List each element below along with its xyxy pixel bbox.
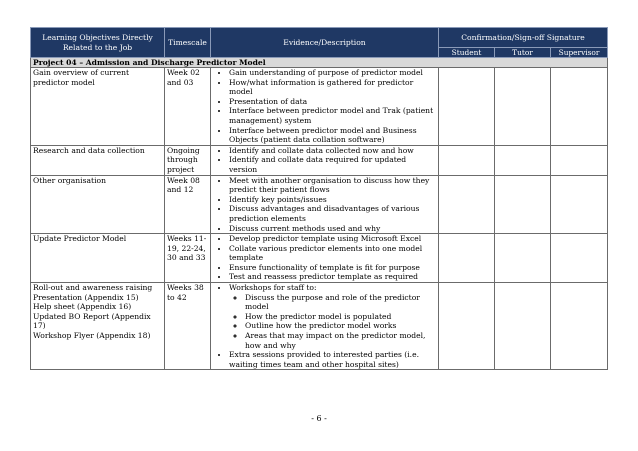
objective-line: Presentation (Appendix 15) xyxy=(33,292,139,302)
timescale-cell: Weeks 38 to 42 xyxy=(165,283,211,370)
student-signature-cell xyxy=(439,175,495,234)
student-signature-cell xyxy=(439,145,495,175)
header-timescale: Timescale xyxy=(165,28,211,58)
evidence-sub-bullet: ◦ Discuss the purpose and role of the predictor model xyxy=(245,293,436,312)
header-supervisor: Supervisor xyxy=(551,48,608,58)
supervisor-signature-cell xyxy=(551,145,608,175)
evidence-bullet: • How/what information is gathered for predictor model xyxy=(229,78,436,97)
tutor-signature-cell xyxy=(495,283,551,370)
objective-line: Updated BO Report (Appendix 17) xyxy=(33,311,151,331)
evidence-cell xyxy=(211,175,439,234)
timescale-cell: Weeks 11-19, 22-24, 30 and 33 xyxy=(165,234,211,283)
header-objectives: Learning Objectives Directly Related to the Job xyxy=(31,28,165,58)
evidence-bullet: • Discuss current methods used and why xyxy=(229,224,436,234)
evidence-bullet: • Presentation of data xyxy=(229,97,436,107)
evidence-bullet: • Identify key points/issues xyxy=(229,195,436,205)
evidence-bullet: • Extra sessions provided to interested parties (i.e. waiting times team and other hospital sites) xyxy=(229,350,436,369)
timescale-cell: Week 02 and 03 xyxy=(165,68,211,146)
supervisor-signature-cell xyxy=(551,234,608,283)
evidence-cell xyxy=(211,68,439,146)
supervisor-signature-cell xyxy=(551,175,608,234)
evidence-bullet: • Develop predictor template using Microsoft Excel xyxy=(229,234,436,244)
evidence-cell xyxy=(211,283,439,370)
tutor-signature-cell xyxy=(495,175,551,234)
supervisor-signature-cell xyxy=(551,68,608,146)
evidence-bullet: • Interface between predictor model and Business Objects (patient data collation software) xyxy=(229,126,436,145)
student-signature-cell xyxy=(439,283,495,370)
objective-line: Roll-out and awareness raising xyxy=(33,283,153,293)
evidence-bullet: • Meet with another organisation to discuss how they predict their patient flows xyxy=(229,176,436,195)
evidence-sub-bullet: ◦ How the predictor model is populated xyxy=(245,312,436,322)
project-title: Project 04 – Admission and Discharge Predictor Model xyxy=(31,58,608,68)
timescale-cell: Week 08 and 12 xyxy=(165,175,211,234)
evidence-bullet: • Ensure functionality of template is fit for purpose xyxy=(229,263,436,273)
student-signature-cell xyxy=(439,68,495,146)
objective-line: Help sheet (Appendix 16) xyxy=(33,302,132,312)
objective-cell: Research and data collection xyxy=(31,145,165,175)
objective-cell xyxy=(31,283,165,370)
header-student: Student xyxy=(439,48,495,58)
tutor-signature-cell xyxy=(495,234,551,283)
page-number: - 6 - xyxy=(311,414,327,423)
student-signature-cell xyxy=(439,234,495,283)
objective-line: Workshop Flyer (Appendix 18) xyxy=(33,331,151,341)
objective-cell: Update Predictor Model xyxy=(31,234,165,283)
evidence-bullet: • Interface between predictor model and Trak (patient management) system xyxy=(229,106,436,125)
tutor-signature-cell xyxy=(495,145,551,175)
header-evidence: Evidence/Description xyxy=(211,28,439,58)
evidence-bullet: • Identify and collate data collected now and how xyxy=(229,146,436,156)
evidence-bullet: • Collate various predictor elements into one model template xyxy=(229,244,436,263)
evidence-cell xyxy=(211,234,439,283)
evidence-bullet: • Test and reassess predictor template as required xyxy=(229,272,436,282)
evidence-bullet xyxy=(229,283,436,350)
table-row xyxy=(31,145,608,175)
evidence-sub-bullet: ◦ Outline how the predictor model works xyxy=(245,321,436,331)
header-tutor: Tutor xyxy=(495,48,551,58)
learning-objectives-table xyxy=(30,27,608,370)
table-row xyxy=(31,283,608,370)
table-row xyxy=(31,175,608,234)
evidence-bullet: • Discuss advantages and disadvantages of various prediction elements xyxy=(229,204,436,223)
objective-cell: Gain overview of current predictor model xyxy=(31,68,165,146)
tutor-signature-cell xyxy=(495,68,551,146)
evidence-sub-bullet: ◦ Areas that may impact on the predictor model, how and why xyxy=(245,331,436,350)
objective-cell: Other organisation xyxy=(31,175,165,234)
evidence-cell xyxy=(211,145,439,175)
timescale-cell: Ongoing through project xyxy=(165,145,211,175)
table-row xyxy=(31,234,608,283)
table-row xyxy=(31,68,608,146)
evidence-bullet: • Identify and collate data required for updated version xyxy=(229,155,436,174)
evidence-bullet: • Gain understanding of purpose of predictor model xyxy=(229,68,436,78)
supervisor-signature-cell xyxy=(551,283,608,370)
header-confirmation: Confirmation/Sign-off Signature xyxy=(439,28,608,48)
workshop-intro: Workshops for staff to: xyxy=(229,283,317,293)
